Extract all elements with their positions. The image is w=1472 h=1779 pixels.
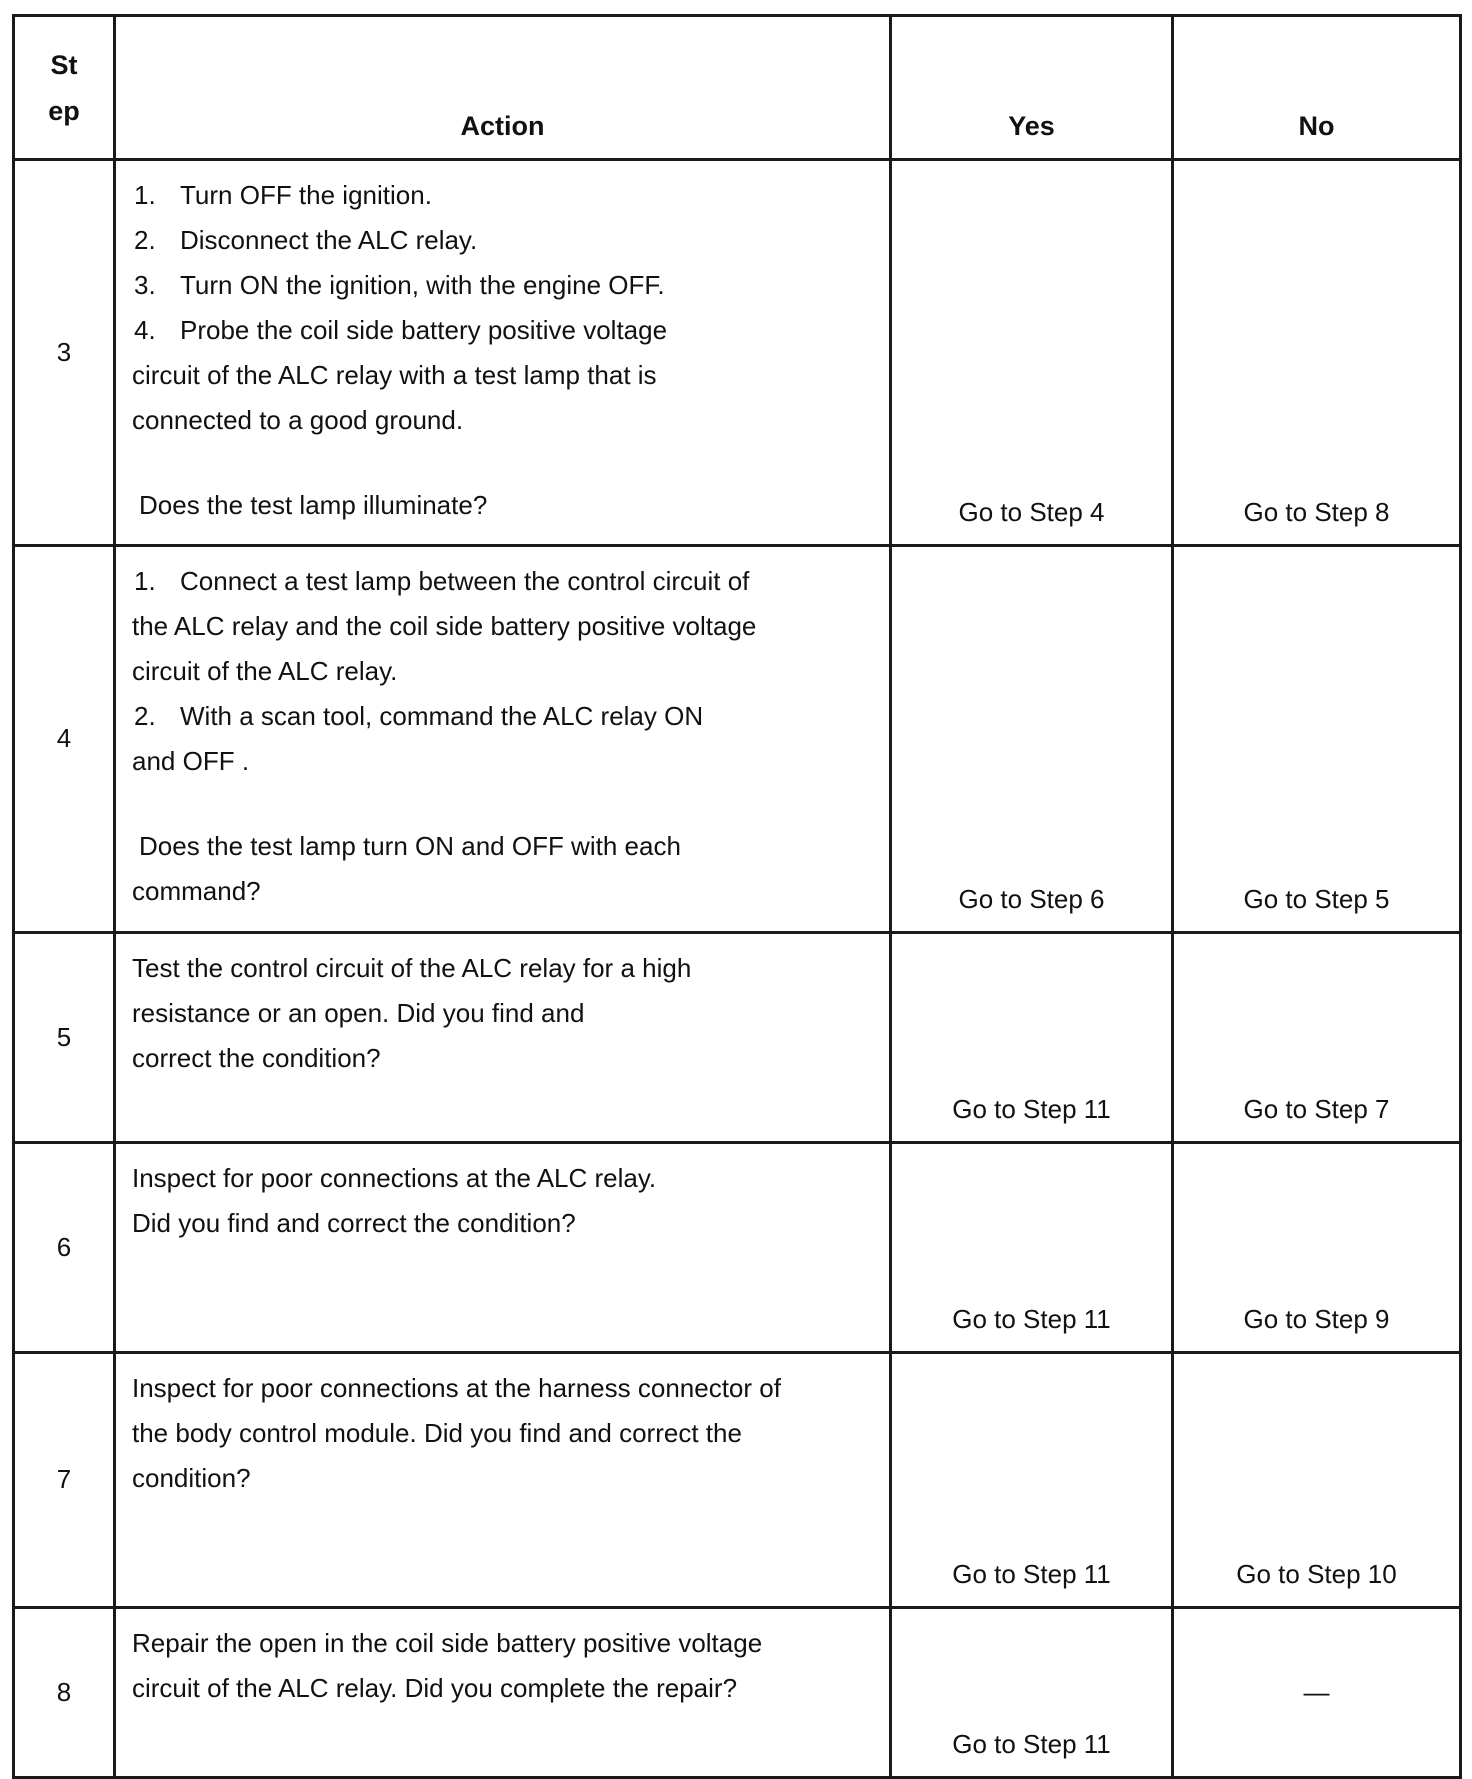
action-text-line: circuit of the ALC relay with a test lamp that is — [132, 360, 657, 391]
item-number: 2. — [134, 701, 156, 732]
action-item — [132, 694, 875, 739]
action-cell — [115, 1352, 891, 1607]
action-item — [132, 308, 875, 353]
action-cell — [115, 160, 891, 546]
table-row — [14, 160, 1461, 546]
action-text-line: Inspect for poor connections at the ALC relay. — [132, 1162, 657, 1193]
action-text-line: and OFF . — [132, 746, 250, 777]
yes-outcome: Go to Step 6 — [891, 546, 1173, 932]
item-text: Turn OFF the ignition. — [180, 180, 432, 211]
yes-outcome: Go to Step 11 — [891, 932, 1173, 1142]
action-item — [132, 218, 875, 263]
table-row — [14, 932, 1461, 1142]
step-number: 3 — [14, 160, 115, 546]
header-yes: Yes — [891, 16, 1173, 160]
header-step — [14, 16, 115, 160]
action-question: Does the test lamp turn ON and OFF with each — [139, 831, 681, 862]
item-number: 3. — [134, 270, 156, 301]
step-number: 8 — [14, 1607, 115, 1777]
yes-outcome: Go to Step 11 — [891, 1142, 1173, 1352]
item-text: Probe the coil side battery positive voltage — [180, 315, 668, 346]
header-step-line2: ep — [48, 95, 80, 126]
action-text-line: correct the condition? — [132, 1042, 381, 1073]
action-text-line: Repair the open in the coil side battery positive voltage — [132, 1627, 763, 1658]
action-text-line: Inspect for poor connections at the harness connector of — [132, 1372, 781, 1403]
step-number: 4 — [14, 546, 115, 932]
item-text: Connect a test lamp between the control circuit of — [180, 566, 750, 597]
step-number: 7 — [14, 1352, 115, 1607]
action-text-line: connected to a good ground. — [132, 405, 464, 436]
action-item — [132, 263, 875, 308]
action-item — [132, 559, 875, 604]
action-item — [132, 173, 875, 218]
action-text-line: Test the control circuit of the ALC relay for a high — [132, 952, 692, 983]
item-number: 1. — [134, 566, 156, 597]
step-number: 6 — [14, 1142, 115, 1352]
no-outcome: Go to Step 10 — [1173, 1352, 1461, 1607]
header-row — [14, 16, 1461, 160]
yes-outcome: Go to Step 11 — [891, 1352, 1173, 1607]
item-number: 2. — [134, 225, 156, 256]
table-row — [14, 1352, 1461, 1607]
header-no: No — [1173, 16, 1461, 160]
action-question: command? — [132, 876, 261, 907]
table-row — [14, 1142, 1461, 1352]
action-text-line: condition? — [132, 1462, 251, 1493]
no-outcome: Go to Step 9 — [1173, 1142, 1461, 1352]
action-cell — [115, 932, 891, 1142]
action-text-line: the body control module. Did you find and correct the — [132, 1417, 742, 1448]
item-text: Disconnect the ALC relay. — [180, 225, 478, 256]
action-cell — [115, 1607, 891, 1777]
step-number: 5 — [14, 932, 115, 1142]
action-text-line: Did you find and correct the condition? — [132, 1207, 576, 1238]
item-number: 4. — [134, 315, 156, 346]
header-action: Action — [115, 16, 891, 160]
item-number: 1. — [134, 180, 156, 211]
action-cell — [115, 546, 891, 932]
action-text-line: circuit of the ALC relay. Did you complete the repair? — [132, 1672, 738, 1703]
table-row — [14, 1607, 1461, 1777]
table-row — [14, 546, 1461, 932]
no-outcome: — — [1173, 1607, 1461, 1777]
no-outcome: Go to Step 7 — [1173, 932, 1461, 1142]
no-outcome: Go to Step 5 — [1173, 546, 1461, 932]
action-text-line: circuit of the ALC relay. — [132, 656, 398, 687]
item-text: Turn ON the ignition, with the engine OFF. — [180, 270, 665, 301]
action-text-line: the ALC relay and the coil side battery positive voltage — [132, 611, 757, 642]
action-question: Does the test lamp illuminate? — [139, 490, 488, 521]
action-text-line: resistance or an open. Did you find and — [132, 997, 585, 1028]
no-outcome: Go to Step 8 — [1173, 160, 1461, 546]
item-text: With a scan tool, command the ALC relay ON — [180, 701, 704, 732]
action-cell — [115, 1142, 891, 1352]
yes-outcome: Go to Step 4 — [891, 160, 1173, 546]
header-step-line1: St — [50, 49, 78, 80]
yes-outcome: Go to Step 11 — [891, 1607, 1173, 1777]
diagnostic-table — [12, 14, 1462, 1779]
